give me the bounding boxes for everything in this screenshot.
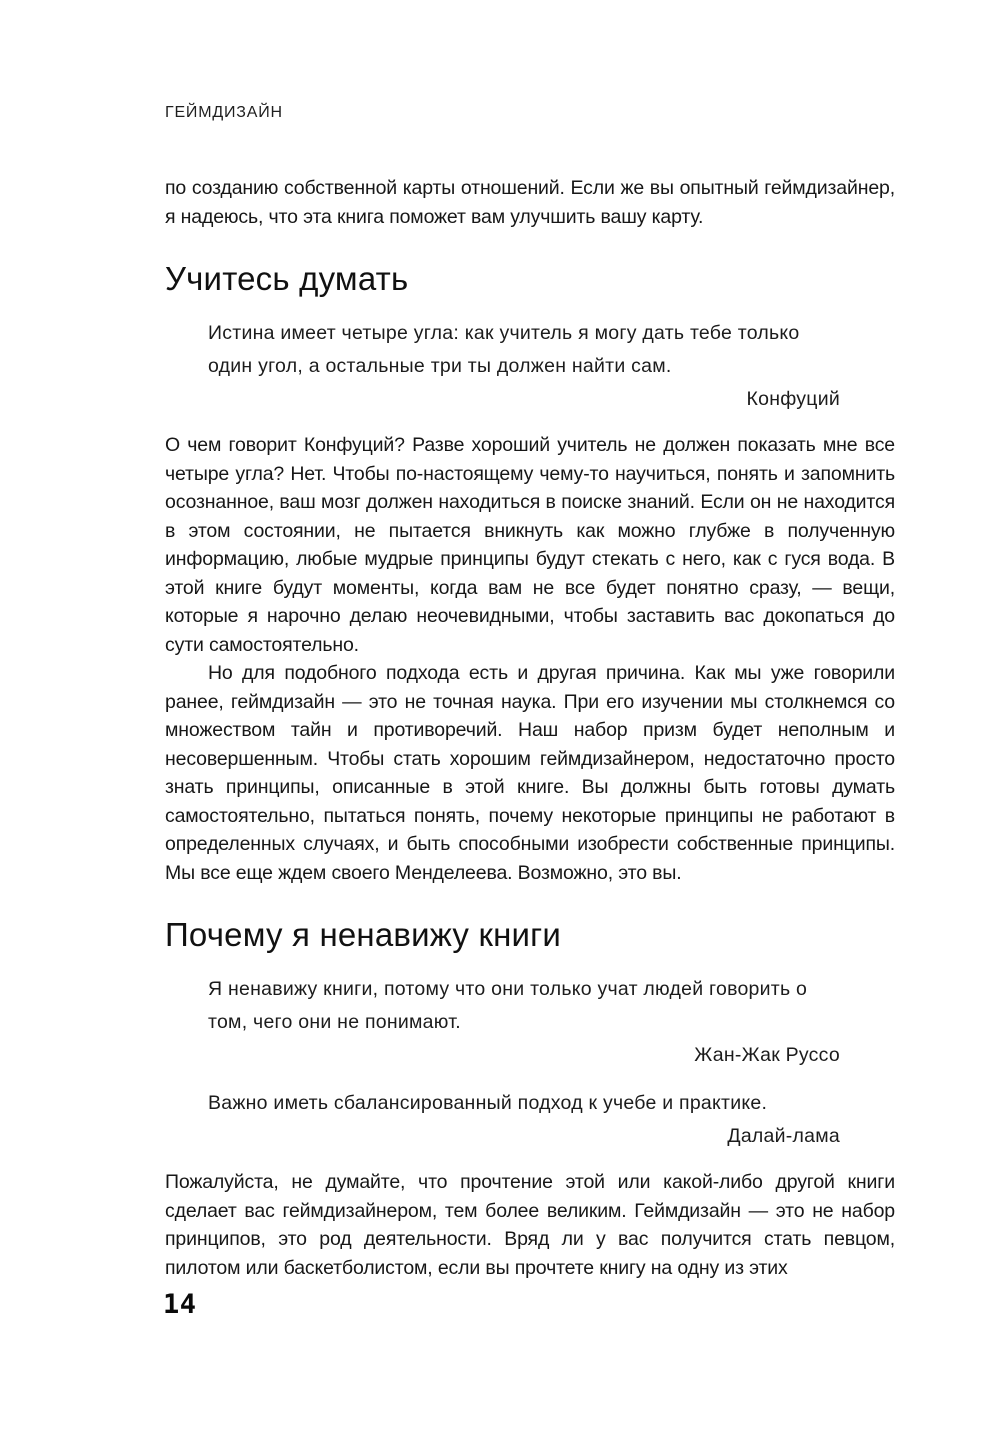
body-paragraph: Пожалуйста, не думайте, что прочтение этой или какой-либо другой книги сделает вас геймдизайнером, тем более великим. Геймдизайн — это не набор принципов, это род деятельности. Вряд ли у вас получится стать певцом, пилотом или баскетболистом, если вы прочтете книгу на одну из этих xyxy=(165,1171,895,1279)
quote-attribution: Конфуций xyxy=(746,388,840,410)
quote-text: Я ненавижу книги, потому что они только учат людей говорить о том, чего они не понимают. xyxy=(208,978,808,1033)
epigraph-quote xyxy=(208,973,840,1069)
intro-paragraph: по созданию собственной карты отношений. Если же вы опытный геймдизайнер, я надеюсь, что эта книга поможет вам улучшить вашу карту. xyxy=(165,177,895,228)
quote-text: Истина имеет четыре угла: как учитель я могу дать тебе только один угол, а остальные три ты должен найти сам. xyxy=(208,322,800,377)
section-heading: Почему я ненавижу книги xyxy=(165,916,562,953)
section-learn-to-think xyxy=(165,259,895,887)
section-why-i-hate-books xyxy=(165,915,895,1282)
body-paragraph: О чем говорит Конфуций? Разве хороший учитель не должен показать мне все четыре угла? Нет. Чтобы по-настоящему чему-то научиться, понять и запомнить осознанное, ваш мозг должен находиться в поиске знаний. Если он не находится в этом состоянии, не пытается вникнуть как можно глубже в полученную информацию, любые мудрые принципы будут стекать с него, как с гуся вода. В этой книге будут моменты, когда вам не все будет понятно сразу, — вещи, которые я нарочно делаю неочевидными, чтобы заставить вас докопаться до сути самостоятельно. xyxy=(165,434,895,656)
epigraph-quote xyxy=(208,1087,840,1150)
quote-attribution: Далай-лама xyxy=(727,1125,840,1147)
running-header: ГЕЙМДИЗАЙН xyxy=(165,104,283,121)
body-paragraph: Но для подобного подхода есть и другая причина. Как мы уже говорили ранее, геймдизайн — это не точная наука. При его изучении мы столкнемся со множеством тайн и противоречий. Наш набор призм будет неполным и несовершенным. Чтобы стать хорошим геймдизайнером, недостаточно просто знать принципы, описанные в этой книге. Вы должны быть готовы думать самостоятельно, пытаться понять, почему некоторые принципы не работают в определенных случаях, и быть способными изобрести собственные принципы. Мы все еще ждем своего Менделеева. Возможно, это вы. xyxy=(165,662,895,884)
page-number: 14 xyxy=(163,1289,197,1320)
epigraph-quote xyxy=(208,317,840,413)
quote-text: Важно иметь сбалансированный подход к учебе и практике. xyxy=(208,1092,768,1114)
section-heading: Учитесь думать xyxy=(165,260,409,297)
quote-attribution: Жан-Жак Руссо xyxy=(694,1044,840,1066)
